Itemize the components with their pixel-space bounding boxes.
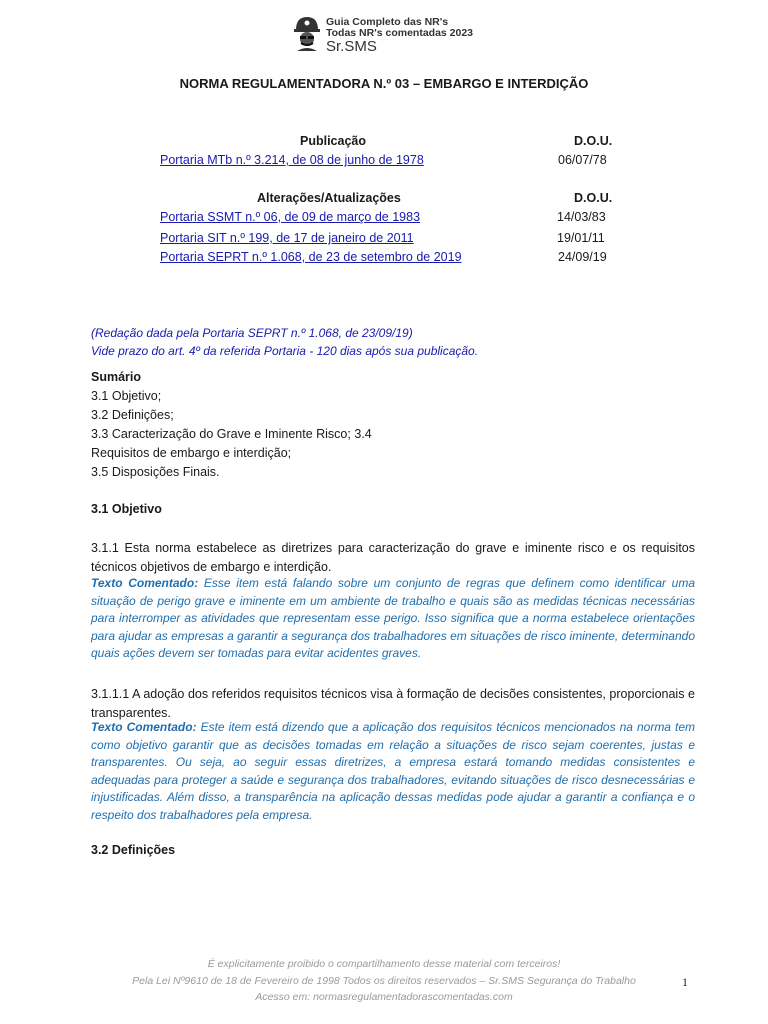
comment-text: Este item está dizendo que a aplicação dos requisitos técnicos mencionados na norma tem como objetivo garantir que as decisões tomadas em relação a situações de risco sejam coerentes, justas e transparentes. Ou seja, ao seguir essas diretrizes, a empresa estará tomando medidas consistentes e adequadas para proteger a saúde e segurança dos trabalhadores, evitando situações de risco desnecessárias e injustificadas. Além disso, a transparência na aplicação dessas medidas pode ajudar a garantir a confiança e o respeito dos trabalhadores pela empresa. (91, 720, 695, 822)
summary-item: 3.1 Objetivo; (91, 389, 162, 403)
summary-item: 3.5 Disposições Finais. (91, 465, 220, 479)
section-heading-3-2: 3.2 Definições (91, 843, 176, 857)
change-link[interactable]: Portaria SSMT n.º 06, de 09 de março de 1983 (160, 210, 421, 224)
page-number: 1 (682, 975, 688, 989)
document-title: NORMA REGULAMENTADORA N.º 03 – EMBARGO E INTERDIÇÃO (179, 76, 589, 91)
summary-item: Requisitos de embargo e interdição; (91, 446, 292, 460)
logo-line-1: Guia Completo das NR's (326, 16, 449, 28)
publication-date: 06/07/78 (558, 153, 607, 167)
changes-dou-header: D.O.U. (574, 191, 613, 205)
comment-text: Esse item está falando sobre um conjunto de regras que definem como identificar uma situação de perigo grave e iminente em um ambiente de trabalho e quais são as medidas técnicas necessárias para interromper as atividades que representam esse perigo. Isso significa que a norma estabelece orientações para ajudar as empresas a garantir a segurança dos trabalhadores em situações de risco iminente, determinando quais ações devem ser tomadas para evitar acidentes graves. (91, 576, 696, 660)
changes-header: Alterações/Atualizações (257, 191, 401, 205)
hardhat-mascot-icon (292, 14, 322, 52)
summary-heading: Sumário (91, 370, 142, 384)
comment-label: Texto Comentado: (91, 720, 197, 734)
logo-brand: Sr.SMS (326, 38, 377, 55)
change-link[interactable]: Portaria SEPRT n.º 1.068, de 23 de setembro de 2019 (160, 250, 462, 264)
paragraph-3-1-1-1: 3.1.1.1 A adoção dos referidos requisitos técnicos visa à formação de decisões consistentes, proporcionais e transparentes. (91, 687, 695, 720)
paragraph-3-1-1: 3.1.1 Esta norma estabelece as diretrizes para caracterização do grave e iminente risco e os requisitos técnicos objetivos de embargo e interdição. (91, 541, 695, 574)
section-heading-3-1: 3.1 Objetivo (91, 502, 162, 516)
deadline-note: Vide prazo do art. 4º da referida Portaria - 120 dias após sua publicação. (91, 344, 479, 358)
comment-3-1-1 (91, 575, 695, 663)
comment-label: Texto Comentado: (91, 576, 199, 590)
change-date: 19/01/11 (557, 231, 605, 245)
footer-warning: É explicitamente proibido o compartilhamento desse material com terceiros! (207, 958, 561, 970)
footer-copyright: Pela Lei Nº9610 de 18 de Fevereiro de 1998 Todos os direitos reservados – Sr.SMS Segurança do Trabalho (132, 975, 636, 987)
redaction-note: (Redação dada pela Portaria SEPRT n.º 1.068, de 23/09/19) (91, 326, 413, 340)
change-date: 24/09/19 (558, 250, 607, 264)
footer-access: Acesso em: normasregulamentadorascomentadas.com (255, 991, 513, 1003)
publication-dou-header: D.O.U. (574, 134, 613, 148)
publication-header: Publicação (300, 134, 366, 148)
comment-3-1-1-1 (91, 719, 695, 824)
publication-link[interactable]: Portaria MTb n.º 3.214, de 08 de junho de 1978 (160, 153, 424, 167)
summary-item: 3.3 Caracterização do Grave e Iminente Risco; 3.4 (91, 427, 372, 441)
brand-logo (292, 14, 482, 54)
change-date: 14/03/83 (557, 210, 606, 224)
logo-line-2: Todas NR's comentadas 2023 (326, 27, 474, 39)
change-link[interactable]: Portaria SIT n.º 199, de 17 de janeiro de 2011 (160, 231, 414, 245)
summary-item: 3.2 Definições; (91, 408, 174, 422)
